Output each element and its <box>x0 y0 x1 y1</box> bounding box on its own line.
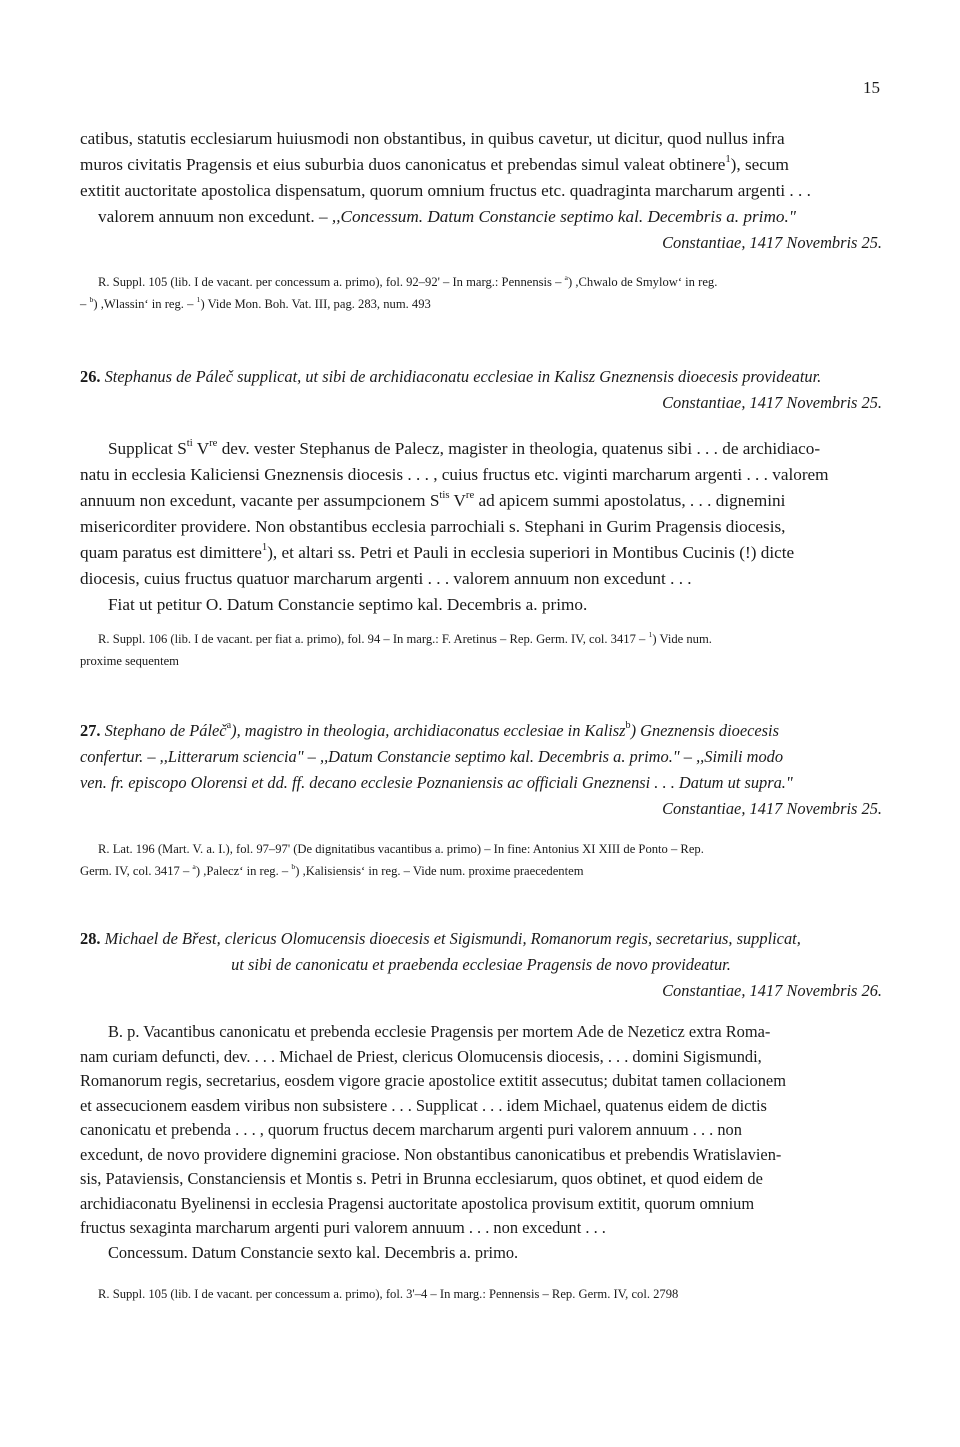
entry-26-line-4: misericorditer providere. Non obstantibus ecclesia parrochiali s. Stephani in Gurim Pragensis diocesis, <box>80 517 786 536</box>
entry-26-title: 26. Stephanus de Páleč supplicat, ut sibi de archidiaconatu ecclesiae in Kalisz Gneznensis dioecesis provideatur. <box>80 367 822 386</box>
entry-26-line-6: diocesis, cuius fructus quatuor marcharum argenti . . . valorem annuum non excedunt . . . <box>80 569 692 588</box>
entry-26-place-date: Constantiae, 1417 Novembris 25. <box>662 393 882 412</box>
entry-28-line-1: B. p. Vacantibus canonicatu et prebenda ecclesie Pragensis per mortem Ade de Nezeticz extra Roma- <box>108 1022 771 1041</box>
entry-26-heading <box>80 364 882 415</box>
entry-28-line-2: nam curiam defuncti, dev. . . . Michael de Priest, clericus Olomucensis diocesis, . . . domini Sigismundi, <box>80 1046 762 1066</box>
entry-28-line-9: fructus sexaginta marcharum argenti puri valorem annuum . . . non excedunt . . . <box>80 1218 606 1237</box>
entry-25-footnotes <box>80 271 882 315</box>
entry-27-line-1: 27. Stephano de Páleč$^a$), magistro in theologia, archidiaconatus ecclesiae in Kalisz$^b$) Gneznensis dioecesis <box>80 720 779 740</box>
entry-25-line-4: valorem annuum non excedunt. – ,,Concessum. Datum Constancie septimo kal. Decembris a. primo." <box>98 207 796 226</box>
footnote-line: R. Suppl. 105 (lib. I de vacant. per concessum a. primo), fol. 92–92' – In marg.: Pennensis – $^a$) ,Chwalo de Smylow‘ in reg. <box>98 272 718 289</box>
entry-28-body <box>80 1020 882 1265</box>
entry-28-heading <box>80 926 882 1003</box>
entry-26-line-2: natu in ecclesia Kaliciensi Gneznensis diocesis . . . , cuius fructus etc. viginti marcharum argenti . . . valorem <box>80 465 829 484</box>
entry-27-footnotes <box>80 838 882 882</box>
entry-28-place-date: Constantiae, 1417 Novembris 26. <box>662 981 882 1000</box>
entry-25-place-date: Constantiae, 1417 Novembris 25. <box>662 233 882 252</box>
footnote-line: R. Suppl. 106 (lib. I de vacant. per fiat a. primo), fol. 94 – In marg.: F. Aretinus – Rep. Germ. IV, col. 3417 – $^1$) Vide num. <box>98 629 712 646</box>
entry-25-line-3: extitit auctoritate apostolica dispensatum, quorum omnium fructus etc. quadraginta marcharum argenti . . . <box>80 181 811 200</box>
page-number: 15 <box>863 78 880 97</box>
entry-28-line-8: archidiaconatu Byelinensi in ecclesia Pragensi auctoritate apostolica provisum extitit, quorum omnium <box>80 1193 755 1213</box>
entry-26-line-3: annuum non excedunt, vacante per assumpcionem $S^{tis}$ Vre ad apicem summi apostolatus, . . . dignemini <box>80 489 786 510</box>
footnote-line: R. Lat. 196 (Mart. V. a. I.), fol. 97–97' (De dignitatibus vacantibus a. primo) – In fine: Antonius XI XIII de Ponto – Rep. <box>98 842 704 856</box>
entry-27-heading <box>80 718 882 821</box>
entry-28-footnotes <box>80 1283 882 1305</box>
entry-25-line-1: catibus, statutis ecclesiarum huiusmodi non obstantibus, in quibus cavetur, ut dicitur, quod nullus infra <box>80 129 785 148</box>
entry-28-line-1: 28. Michael de Břest, clericus Olomucensis dioecesis et Sigismundi, Romanorum regis, secretarius, supplicat, <box>80 929 801 948</box>
entry-26-footnotes <box>80 628 882 672</box>
entry-27-line-3: ven. fr. episcopo Olorensi et dd. ff. decano ecclesie Poznaniensis ac officiali Gneznensi . . . Datum ut supra." <box>80 773 793 792</box>
entry-27-place-date: Constantiae, 1417 Novembris 25. <box>662 799 882 818</box>
entry-27-line-2: confertur. – ,,Litterarum sciencia" – ,,Datum Constancie septimo kal. Decembris a. primo." – ,,Simili modo <box>80 747 784 766</box>
entry-28-line-7: sis, Pataviensis, Constanciensis et Montis s. Petri in Brunna ecclesiarum, quos obtinet, et quod eidem de <box>80 1169 763 1188</box>
footnote-line: Germ. IV, col. 3417 – $^a$) ,Palecz‘ in reg. – $^b$) ,Kalisiensis‘ in reg. – Vide num. proxime praecedentem <box>80 861 584 878</box>
entry-28-line-3: Romanorum regis, secretarius, eosdem vigore gracie apostolice extitit assecutus; dubitat tamen collacionem <box>80 1071 786 1090</box>
entry-28-line-10: Concessum. Datum Constancie sexto kal. Decembris a. primo. <box>108 1242 519 1262</box>
footnote-line: – $^b$) ,Wlassin‘ in reg. – $^1$) Vide Mon. Boh. Vat. III, pag. 283, num. 493 <box>80 294 431 311</box>
entry-25-body <box>80 126 882 255</box>
entry-26-body <box>80 436 882 618</box>
entry-25-line-2: muros civitatis Pragensis et eius suburbia duos canonicatus et prebendas simul valeat obtinere$^1$), secum <box>80 153 789 174</box>
entry-26-line-7: Fiat ut petitur O. Datum Constancie septimo kal. Decembris a. primo. <box>108 595 588 614</box>
footnote-line: R. Suppl. 105 (lib. I de vacant. per concessum a. primo), fol. 3'–4 – In marg.: Pennensis – Rep. Germ. IV, col. 2798 <box>98 1287 679 1301</box>
entry-26-line-1: Supplicat $S^{ti}$ Vre dev. vester Stephanus de Palecz, magister in theologia, quatenus sibi . . . de archidiaco- <box>108 437 821 458</box>
entry-28-line-2: ut sibi de canonicatu et praebenda ecclesiae Pragensis de novo provideatur. <box>231 955 731 974</box>
entry-26-line-5: quam paratus est dimittere$^1$), et altari ss. Petri et Pauli in ecclesia superiori in Montibus Cucinis (!) dicte <box>80 541 795 562</box>
footnote-line: proxime sequentem <box>80 654 179 668</box>
entry-28-line-4: et assecucionem easdem viribus non subsistere . . . Supplicat . . . idem Michael, quatenus eidem de dictis <box>80 1095 767 1115</box>
entry-28-line-6: excedunt, de novo providere dignemini graciose. Non obstantibus canonicatibus et prebendis Wratislavien- <box>80 1144 782 1164</box>
entry-28-line-5: canonicatu et prebenda . . . , quorum fructus decem marcharum argenti puri valorem annuum . . . non <box>80 1120 742 1139</box>
